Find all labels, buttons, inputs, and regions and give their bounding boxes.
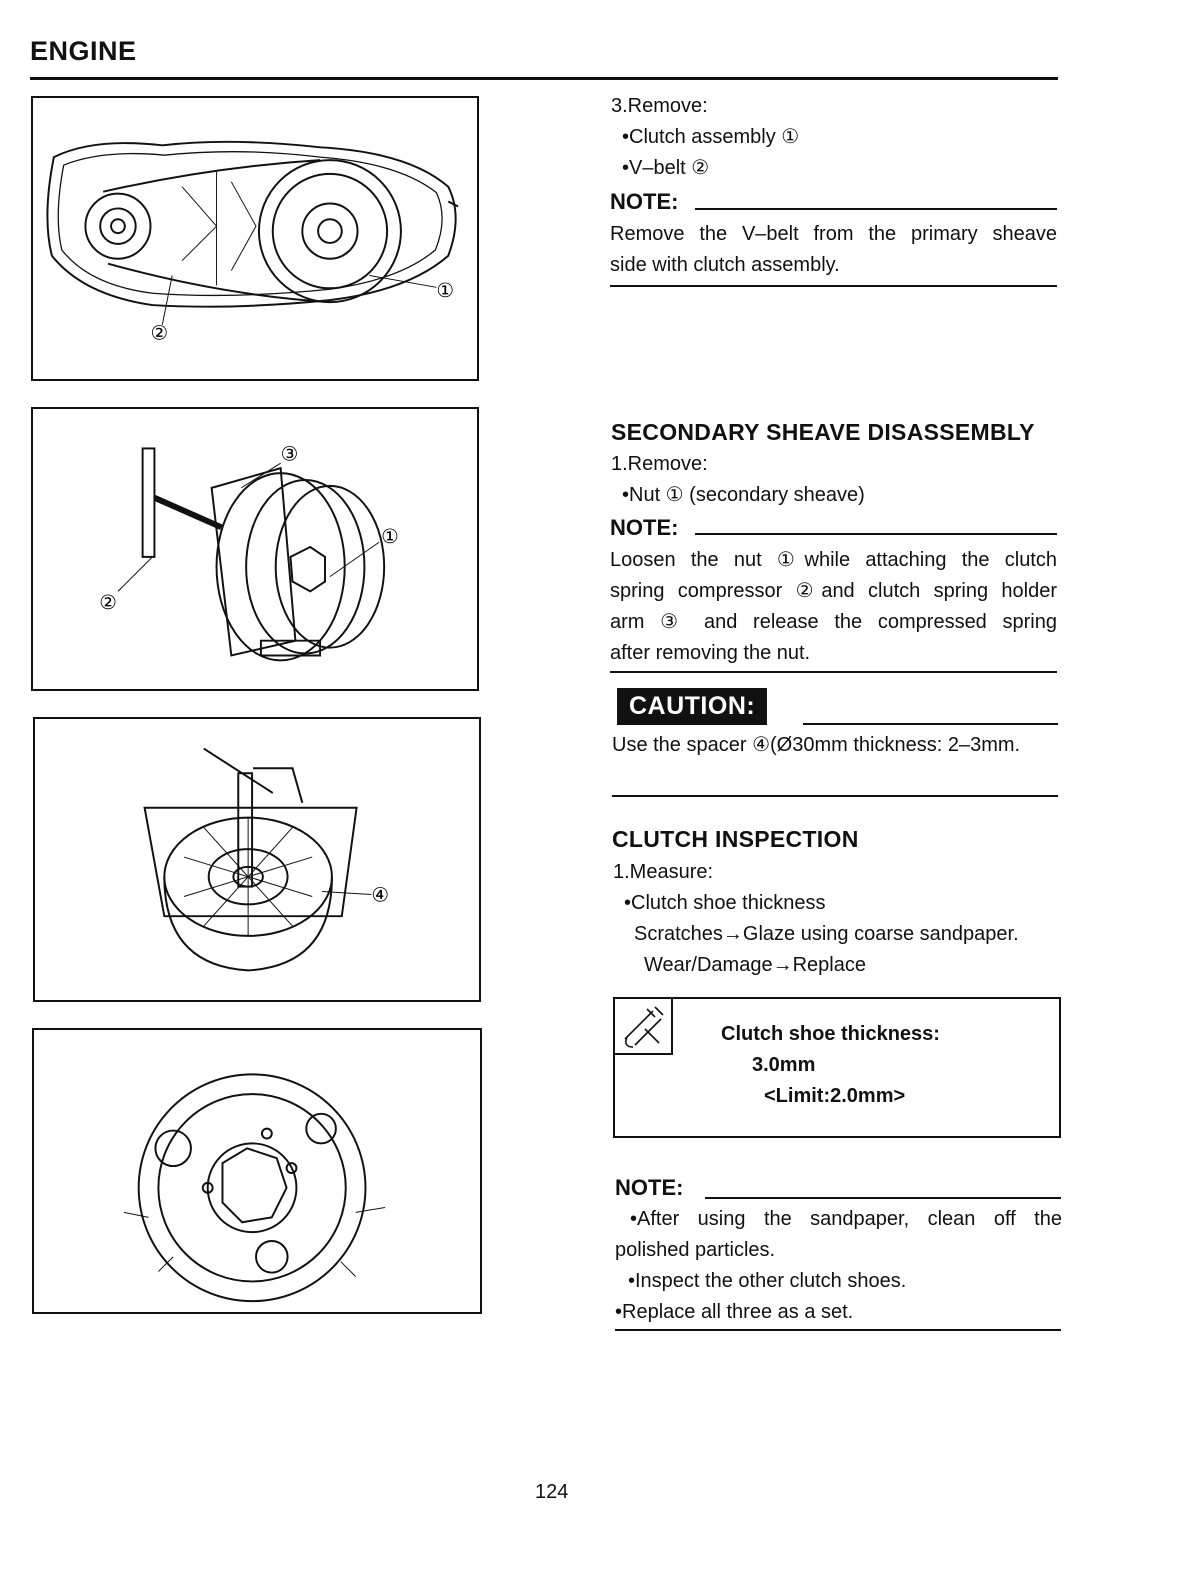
callout-2: ② <box>99 591 117 615</box>
note-label: NOTE: <box>610 189 679 214</box>
caution-rule <box>803 723 1058 725</box>
callout-1: ① <box>381 525 399 549</box>
step-measure: 1.Measure: <box>613 861 714 883</box>
note-text-line: Loosen the nut ①while attaching the clutch <box>610 549 1057 571</box>
section-heading: CLUTCH INSPECTION <box>612 826 859 852</box>
spec-box <box>613 997 1061 1138</box>
note-end-rule <box>610 285 1057 287</box>
figure-clutch-housing <box>31 96 479 381</box>
note-text-line: •Replace all three as a set. <box>615 1301 854 1323</box>
spec-value: 3.0mm <box>752 1054 816 1076</box>
spring-compressor-illustration <box>33 409 477 689</box>
note-end-rule <box>615 1329 1061 1331</box>
step-remove: 3.Remove: <box>611 95 708 117</box>
callout-3: ③ <box>280 442 299 466</box>
note-text-line: after removing the nut. <box>610 642 811 664</box>
callout-1: ① <box>436 279 455 303</box>
caliper-icon <box>615 999 673 1055</box>
note-text-line: polished particles. <box>615 1239 776 1261</box>
note-rule <box>695 533 1057 535</box>
callout-4: ④ <box>371 883 390 907</box>
list-item: •V–belt ② <box>622 157 710 179</box>
caution-end-rule <box>612 795 1058 797</box>
spec-limit: <Limit:2.0mm> <box>764 1085 906 1107</box>
clutch-shoes-illustration <box>34 1030 480 1312</box>
list-item-detail: Scratches→Glaze using coarse sandpaper. <box>634 923 1019 945</box>
step-remove: 1.Remove: <box>611 453 708 475</box>
note-text-line: arm ③ and release the compressed spring <box>610 611 1057 633</box>
sheave-spacer-illustration <box>35 719 479 1000</box>
list-item-detail: Wear/Damage→Replace <box>644 954 866 976</box>
note-text-line: •After using the sandpaper, clean off the <box>630 1208 1062 1230</box>
note-text-line: Remove the V–belt from the primary sheave <box>610 223 1057 245</box>
page-header-title: ENGINE <box>30 36 137 66</box>
note-label: NOTE: <box>615 1175 684 1200</box>
list-item: •Clutch shoe thickness <box>624 892 826 914</box>
note-end-rule <box>610 671 1057 673</box>
note-text-line: spring compressor ②and clutch spring holder <box>610 580 1057 602</box>
caution-text: Use the spacer ④(Ø30mm thickness: 2–3mm. <box>612 734 1021 756</box>
list-item: •Clutch assembly ① <box>622 126 800 148</box>
note-text-line: •Inspect the other clutch shoes. <box>628 1270 907 1292</box>
note-label: NOTE: <box>610 515 679 540</box>
list-item: •Nut ① (secondary sheave) <box>622 484 865 506</box>
note-text-line: side with clutch assembly. <box>610 254 840 276</box>
page-number: 124 <box>535 1481 569 1503</box>
caution-label: CAUTION: <box>617 688 767 725</box>
note-rule <box>695 208 1057 210</box>
note-rule <box>705 1197 1061 1199</box>
figure-spring-compressor <box>31 407 479 691</box>
callout-2: ② <box>150 321 169 345</box>
header-divider <box>30 77 1058 80</box>
figure-sheave-spacer <box>33 717 481 1002</box>
clutch-housing-illustration <box>33 98 477 379</box>
spec-label: Clutch shoe thickness: <box>721 1023 940 1045</box>
figure-clutch-shoes <box>32 1028 482 1314</box>
section-heading: SECONDARY SHEAVE DISASSEMBLY <box>611 419 1035 445</box>
